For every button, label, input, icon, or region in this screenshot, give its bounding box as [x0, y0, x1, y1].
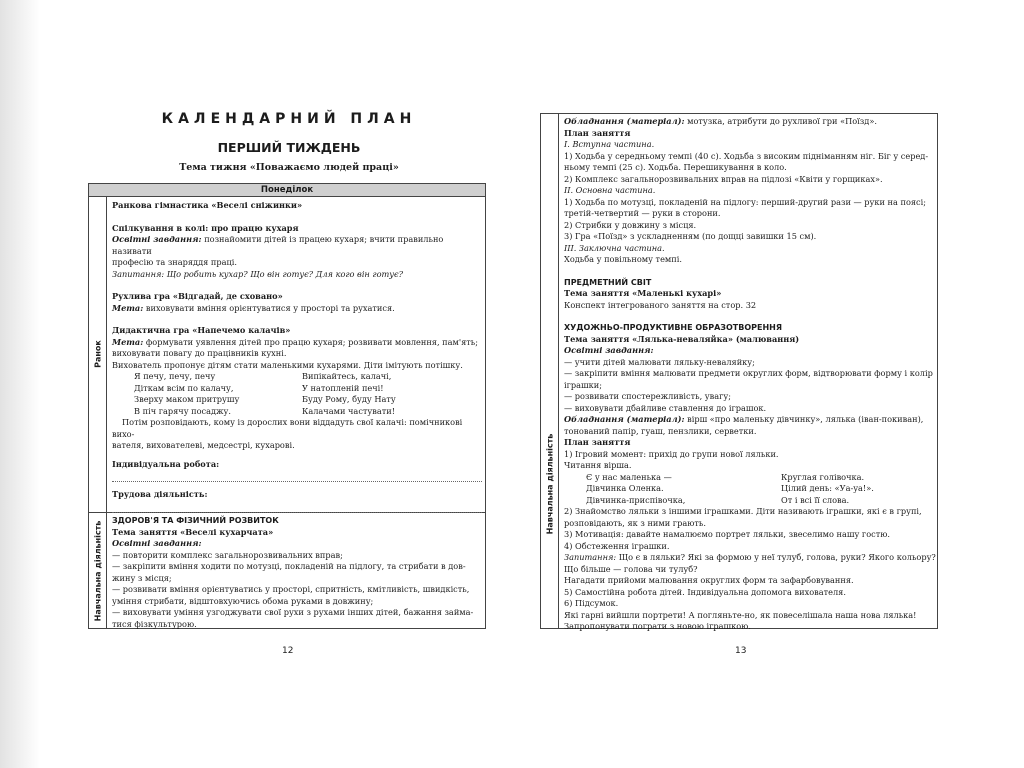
verse-line: Дівчинка-приспівочка, От і всі її слова.	[586, 494, 850, 505]
week-title: ПЕРШИЙ ТИЖДЕНЬ	[217, 140, 361, 155]
plan-item: 1) Ходьба у середньому темпі (40 с). Ходьба з високим підніманням ніг. Біг у серед-	[564, 150, 929, 161]
question-label: Запитання:	[112, 268, 165, 279]
page-number-right: 13	[735, 646, 747, 656]
lesson-ref: Конспект інтегрованого заняття на стор. 32	[564, 299, 757, 310]
task-item: — виховувати дбайливе ставлення до іграшок.	[564, 402, 767, 413]
section-health: ЗДОРОВ'Я ТА ФІЗИЧНИЙ РОЗВИТОК	[112, 516, 279, 525]
task-item: тися фізкультурою.	[112, 618, 197, 629]
question-text: Що є в ляльки? Які за формою у неї тулуб, голова, руки? Якого кольору?	[618, 552, 936, 562]
verse-line: Діткам всім по калачу, У натопленій печі!	[134, 382, 384, 393]
after-verse: Потім розповідають, кому із дорослих вони віддадуть свої калачі: помічникові вихо-	[112, 417, 463, 439]
task-item: — учити дітей малювати ляльку-неваляйку;	[564, 356, 755, 367]
plan-item: Нагадати прийоми малювання округлих форм та зафарбовування.	[564, 575, 854, 585]
lesson-plan-label: План заняття	[564, 437, 631, 447]
plan-item: ньому темпі (25 с). Ходьба. Перешикування в коло.	[564, 162, 787, 172]
task-item: — закріпити вміння ходити по мотузці, покладеній на підлогу, та стрибати в дов-	[112, 561, 466, 571]
task-item: — розвивати спостережливість, увагу;	[564, 391, 731, 401]
page-gutter-shadow	[0, 0, 40, 768]
activity-cell	[112, 515, 482, 630]
task-item: іграшки;	[564, 379, 602, 390]
individual-work-line	[112, 470, 482, 482]
plan-item: 1) Ходьба по мотузці, покладеній на підлогу: перший-другий рази — руки на поясі;	[564, 196, 926, 207]
plan-item: 6) Підсумок.	[564, 598, 619, 608]
page-title: КАЛЕНДАРНИЙ ПЛАН	[161, 111, 417, 127]
circle-talk: Спілкування в колі: про працю кухаря	[112, 222, 299, 233]
task-item: уміння стрибати, відштовхуючись обома руками в довжину;	[112, 595, 374, 606]
edu-tasks-text: познайомити дітей із працею кухаря; вчити правильно називати	[112, 234, 444, 256]
plan-table	[88, 183, 486, 629]
question-text: Що робить кухар? Що він готує? Для кого він готує?	[166, 268, 403, 279]
section-art: ХУДОЖНЬО-ПРОДУКТИВНЕ ОБРАЗОТВОРЕННЯ	[564, 323, 783, 332]
goal-text: виховувати вміння орієнтуватися у просторі та рухатися.	[145, 302, 395, 313]
task-item: жину з місця;	[112, 572, 172, 583]
morning-label: Ранок	[93, 340, 103, 368]
lesson-theme: Тема заняття «Веселі кухарчата»	[112, 526, 274, 537]
plan-item: Ходьба у повільному темпі.	[564, 254, 682, 264]
plan-item: 4) Обстеження іграшки.	[564, 540, 670, 551]
plan-item: розповідають, як з ними грають.	[564, 517, 706, 528]
page-number-left: 12	[282, 646, 294, 656]
question-label: Запитання:	[564, 552, 617, 562]
moving-game: Рухлива гра «Відгадай, де сховано»	[112, 291, 283, 301]
didactic-game: Дидактична гра «Напечемо калачів»	[112, 325, 291, 335]
right-activity-cell	[564, 116, 936, 633]
part-intro: I. Вступна частина.	[564, 139, 655, 149]
edu-tasks-label: Освітні завдання:	[564, 345, 654, 355]
goal-cont: виховувати повагу до працівників кухні.	[112, 348, 287, 358]
equipment-label: Обладнання (матеріал):	[564, 414, 685, 424]
plan-item: 3) Мотивація: давайте намалюємо портрет ляльки, звеселимо нашу гостю.	[564, 529, 890, 539]
educator-proposal: Вихователь пропонує дітям стати маленькими кухарями. Діти імітують потішку.	[112, 359, 463, 370]
task-item: — виховувати уміння узгоджувати свої рухи з рухами інших дітей, бажання займа-	[112, 607, 474, 617]
plan-item: Запропонувати пограти з новою іграшкою.	[564, 621, 751, 631]
plan-item: 2) Комплекс загальнорозвивальних вправ на підлозі «Квіти у горщиках».	[564, 173, 883, 184]
task-item: — повторити комплекс загальнорозвивальних вправ;	[112, 549, 343, 560]
lesson-theme: Тема заняття «Лялька-неваляйка» (малювання)	[564, 333, 800, 344]
plan-item: третій-четвертий — руки в сторони.	[564, 208, 721, 218]
verse-line: Я печу, печу, печу Випікайтесь, калачі,	[134, 371, 392, 381]
goal-label: Мета:	[112, 302, 144, 313]
lesson-theme: Тема заняття «Маленькі кухарі»	[564, 288, 722, 298]
plan-item: 1) Ігровий момент: прихід до групи нової ляльки.	[564, 448, 779, 459]
lesson-plan-label: План заняття	[564, 127, 631, 138]
task-item: — розвивати вміння орієнтуватись у просторі, спритність, кмітливість, швидкість,	[112, 584, 470, 594]
verse-line: Є у нас маленька — Круглая голівочка.	[586, 471, 865, 482]
plan-item: Що більше — голова чи тулуб?	[564, 563, 698, 574]
verse-line: Дівчинка Оленка. Цілий день: «Уа-уа!».	[586, 483, 874, 493]
edu-tasks-label: Освітні завдання:	[112, 234, 202, 244]
equipment-cont: тонований папір, гуаш, пензлики, серветки.	[564, 425, 757, 436]
plan-item: 3) Гра «Поїзд» з ускладненням (по дощці завишки 15 см).	[564, 231, 817, 241]
plan-item: 2) Знайомство ляльки з іншими іграшками. Діти називають іграшки, які є в групі,	[564, 506, 922, 516]
part-main: II. Основна частина.	[564, 185, 656, 195]
verse-line: Зверху маком притрушу Буду Рому, буду Нату	[134, 394, 396, 404]
equipment-text: мотузка, атрибути до рухливої гри «Поїзд».	[687, 116, 877, 126]
activity-label: Навчальна діяльність	[93, 520, 103, 622]
equipment-text: вірш «про маленьку дівчинку», лялька (іван-покиван),	[687, 414, 924, 424]
morning-gymnastics: Ранкова гімнастика «Веселі сніжинки»	[112, 200, 303, 210]
after-verse-cont: вателя, вихователеві, медсестрі, кухарові.	[112, 440, 295, 450]
section-objects: ПРЕДМЕТНИЙ СВІТ	[564, 277, 652, 287]
individual-work-label: Індивідуальна робота:	[112, 458, 220, 469]
goal-label: Мета:	[112, 336, 144, 347]
plan-table-right	[540, 113, 938, 629]
equipment-label: Обладнання (матеріал):	[564, 116, 685, 126]
plan-item: 2) Стрибки у довжину з місця.	[564, 219, 697, 230]
plan-item: Які гарні вийшли портрети! А погляньте-но, як повеселішала наша нова лялька!	[564, 609, 917, 620]
labor-label: Трудова діяльність:	[112, 489, 208, 499]
edu-tasks-cont: професію та знаряддя праці.	[112, 257, 237, 267]
week-theme: Тема тижня «Поважаємо людей праці»	[179, 162, 399, 173]
goal-text: формувати уявлення дітей про працю кухаря; розвивати мовлення, пам'ять;	[145, 336, 479, 347]
morning-cell	[112, 200, 482, 513]
verse-line: В піч гарячу посаджу. Калачами частувати!	[134, 405, 396, 416]
activity-label-right: Навчальна діяльність	[545, 433, 555, 535]
task-item: — закріпити вміння малювати предмети округлих форм, відтворювати форму і колір	[564, 368, 933, 378]
day-header: Понеділок	[89, 184, 485, 197]
plan-item: 5) Самостійна робота дітей. Індивідуальна допомога вихователя.	[564, 586, 846, 597]
plan-item: Читання вірша.	[564, 460, 632, 470]
part-final: III. Заключна частина.	[564, 242, 665, 253]
labor-line	[112, 501, 482, 513]
edu-tasks-label: Освітні завдання:	[112, 538, 202, 548]
